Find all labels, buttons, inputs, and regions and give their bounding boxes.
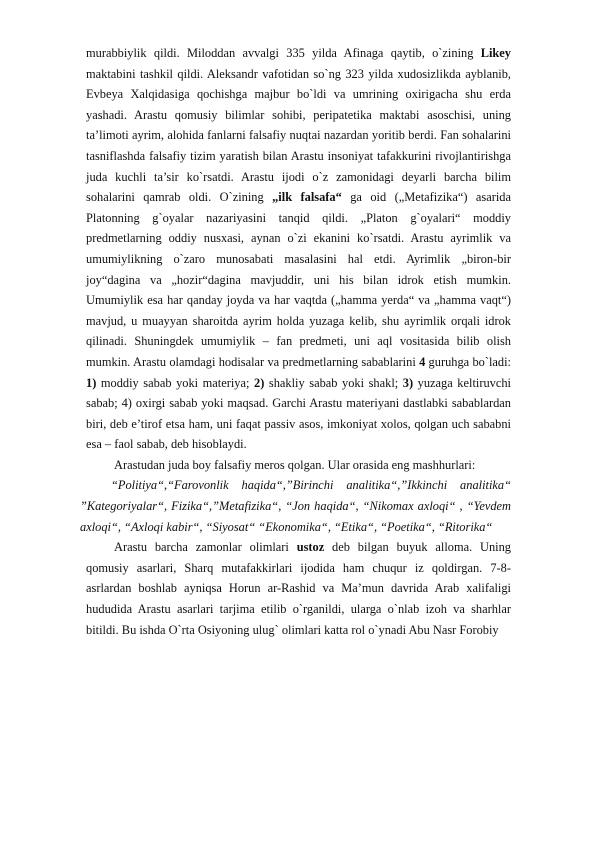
text-run: shakliy sabab yoki shakl; bbox=[264, 375, 403, 390]
text-run: guruhga bo`ladi: bbox=[425, 354, 511, 369]
bold-term-ilk-falsafa: „ilk falsafa“ bbox=[272, 190, 342, 205]
works-list: “Politiya“,“Farovonlik haqida“,”Birinchi analitika“,”Ikkinchi analitika“ ”Kategoriyalar“, Fizika“,”Metafizika“, “Jon haqida“, “Nikomax axloqi“ , “Yevdem axloqi“, “Axloqi kabir“, “Siyosat“ “Ekonomika“, “Etika“, “Poetika“, “Ritorika“ bbox=[80, 478, 511, 534]
bold-term-likey: Likey bbox=[480, 46, 511, 60]
text-run: murabbiylik qildi. Miloddan avvalgi 335 yilda Afinaga qaytib, o`zining bbox=[86, 46, 481, 60]
bold-term-ustoz: ustoz bbox=[296, 540, 325, 555]
bold-enum-3: 3) bbox=[402, 375, 414, 390]
paragraph-legacy-intro: Arastudan juda boy falsafiy meros qolgan. Ular orasida eng mashhurlari: bbox=[114, 457, 476, 472]
text-run: Arastu barcha zamonlar olimlari bbox=[114, 540, 297, 555]
text-run: deb bilgan buyuk alloma. Uning qomusiy asarlari, Sharq mutafakkirlari ijodida ham chuqur iz qoldirgan. 7-8-asrlardan boshlab ayniqsa Horun ar-Rashid va Ma’mun davrida Arab xalifaligi hududida Arastu asarlari tarjima etilib o`rganildi, ularga o`nlab izoh va sharhlar bitildi. Bu ishda O`rta Osiyoning ulug` olimlari katta rol o`ynadi Abu Nasr Forobiy bbox=[86, 540, 511, 637]
document-page bbox=[80, 43, 511, 640]
paragraph-influence bbox=[86, 537, 511, 640]
text-run: maktabini tashkil qildi. Aleksandr vafotidan so`ng 323 yilda xudosizlikda ayblanib, Evbeya Xalqidasiga qochishga majbur bo`ldi va umrining oxirigacha shu erda yashadi. Arastu qomusiy bilimlar sohibi, peripatetika maktabi asoschisi, uning ta’limoti ayrim, alohida fanlarni falsafiy nuqtai nazardan yoritib berdi. Fan sohalarini tasniflashda falsafiy tizim yaratish bilan Arastu insoniyat tafakkurini rivojlantirishga juda kuchli ta’sir ko`rsatdi. Arastu ijodi o`z zamonidagi deyarli barcha bilim sohalarini qamrab oldi. O`zining bbox=[86, 66, 511, 205]
text-run: ga oid („Metafizika“) asarida Platonning g`oyalar nazariyasini tanqid qildi. „Platon g`oyalari“ moddiy predmetlarning oddiy nusxasi, aynan o`zi ekanini ko`rsatdi. Arastu ayrimlik va umumiylikning o`zaro munosabati masalasini hal etdi. Ayrimlik „biron-bir joy“dagina va „hozir“dagina mavjuddir, uni his bilan idrok etish mumkin. Umumiylik esa har qanday joyda va har vaqtda („hamma yerda“ va „hamma vaqt“) mavjud, u muayyan sharoitda ayrim holda yuzaga kelib, shu ayrimlik orqali idrok qilinadi. Shuningdek umumiylik – fan predmeti, uni aql vositasida bilib olish mumkin. Arastu olamdagi hodisalar va predmetlarning sabablarini bbox=[86, 190, 511, 369]
paragraph-aristotle-biography bbox=[86, 43, 511, 455]
bold-number-four: 4 bbox=[419, 354, 426, 369]
bold-enum-2: 2) bbox=[254, 375, 265, 390]
text-run: yuzaga keltiruvchi sabab; 4) oxirgi sabab yoki maqsad. Garchi Arastu materiyani dastlabki sabablardan biri, deb e’tirof etsa ham, uni faqat passiv asos, imkoniyat xolos, qolgan uch sababni esa – faol sabab, deb hisoblaydi. bbox=[86, 375, 511, 452]
text-run: moddiy sabab yoki materiya; bbox=[96, 375, 255, 390]
bold-enum-1: 1) bbox=[86, 375, 97, 390]
